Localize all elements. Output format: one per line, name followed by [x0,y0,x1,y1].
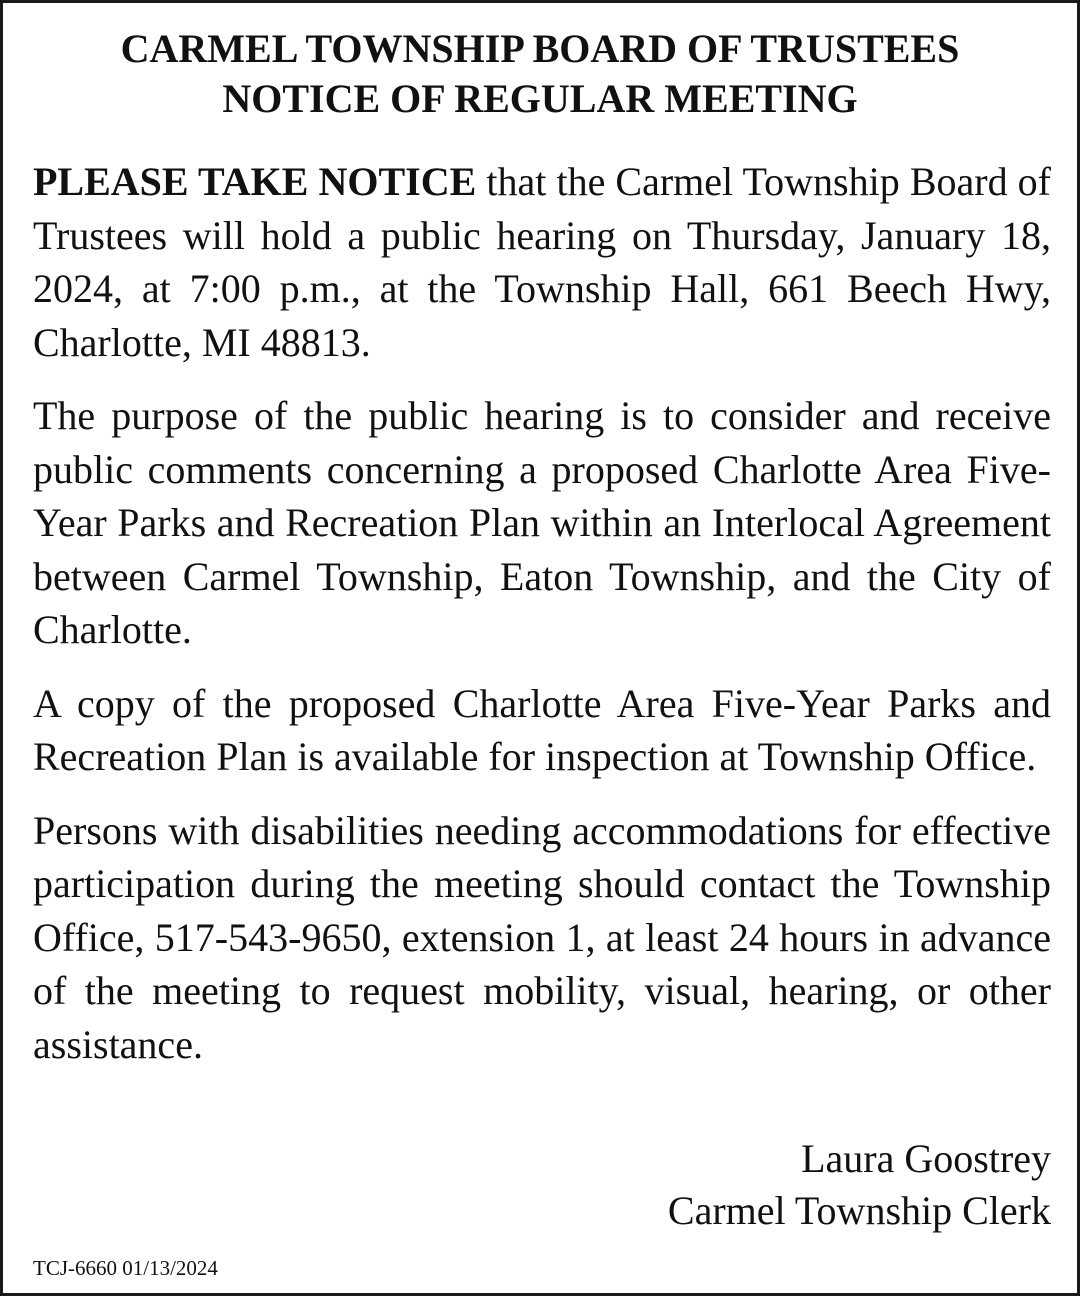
please-take-notice-lead: PLEASE TAKE NOTICE [33,159,477,204]
notice-title-line-2: NOTICE OF REGULAR MEETING [222,76,858,121]
signature-block [668,1133,1051,1237]
signature-name: Laura Goostrey [801,1136,1051,1181]
notice-heading [31,24,1049,124]
reference-code: TCJ-6660 01/13/2024 [33,1256,218,1280]
signature-title: Carmel Township Clerk [667,1188,1051,1233]
hearing-announcement-text: that the Carmel Township Board of Trustees will hold a public hearing on Thursday, January 18, 2024, at 7:00 p.m., at the Township Hall, 661 Beech Hwy, Charlotte, MI 48813. [33,159,1051,365]
paragraph-hearing-purpose: The purpose of the public hearing is to consider and receive public comments concerning a proposed Charlotte Area Five-Year Parks and Recreation Plan within an Interlocal Agreement between Carmel Township, Eaton Township, and the City of Charlotte. [33,393,1051,652]
paragraph-hearing-announcement [33,155,1051,369]
notice-body [33,155,1051,1091]
paragraph-accessibility: Persons with disabilities needing accommodations for effective participation during the meeting should contact the Township Office, 517-543-9650, extension 1, at least 24 hours in advance of the meeting to request mobility, visual, hearing, or other assistance. [33,807,1051,1067]
paragraph-plan-availability: A copy of the proposed Charlotte Area Five-Year Parks and Recreation Plan is available for inspection at Township Office. [33,680,1051,779]
notice-title-line-1: CARMEL TOWNSHIP BOARD OF TRUSTEES [120,26,960,71]
